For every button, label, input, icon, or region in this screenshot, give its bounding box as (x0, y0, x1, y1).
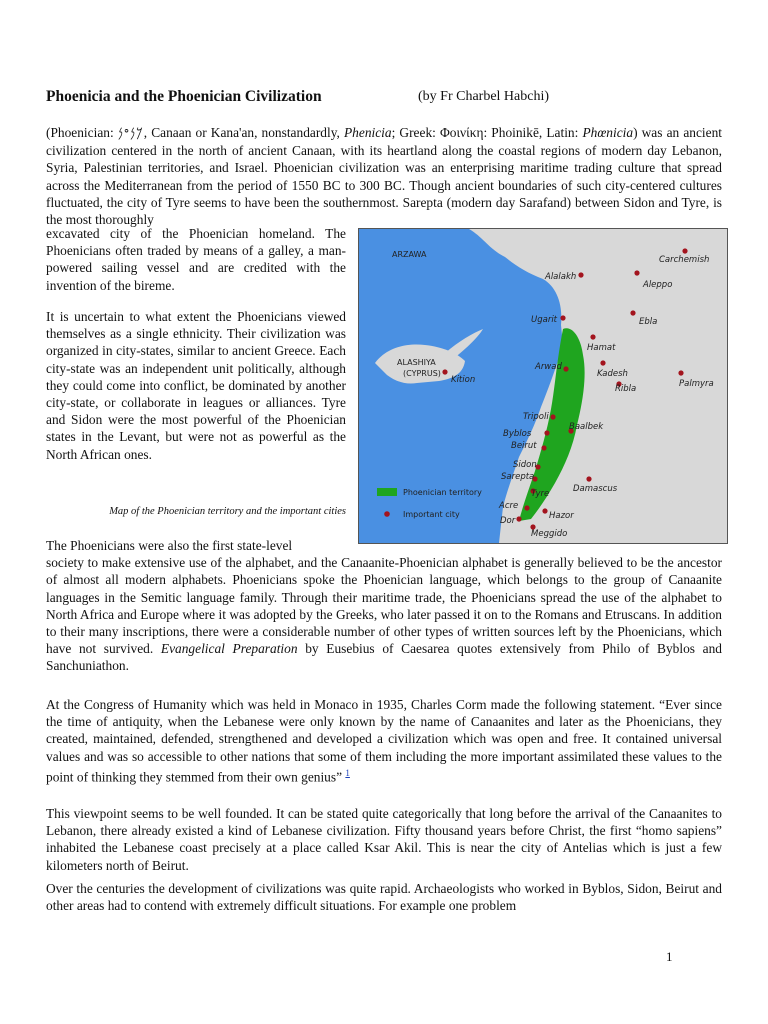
city-label: Palmyra (679, 379, 714, 389)
city-label: Hamat (587, 343, 616, 353)
legend-city-label: Important city (403, 510, 460, 519)
map-caption: Map of the Phoenician territory and the important cities (109, 506, 346, 517)
city-label: Arwad (535, 362, 562, 372)
paragraph-alphabet (46, 537, 722, 675)
city-label: Ugarit (531, 315, 558, 325)
alphabet-first-line: The Phoenicians were also the first state-level (46, 538, 293, 553)
paragraph-galley: excavated city of the Phoenician homeland. The Phoenicians often traded by means of a galley, a man-powered sailing vessel and are credited with the invention of the bireme. (46, 226, 346, 293)
paragraph-ethnicity: It is uncertain to what extent the Phoenicians viewed themselves as a single ethnicity. Their civilization was organized in city-states, similar to ancient Greece. Each city-state was an independent unit politically, although they could come into conflict, be dominated by another city-state, or collaborate in leagues or alliances. Tyre and Sidon were the most powerful of the Phoenician states in the Levant, but were not as powerful as the North African ones. (46, 309, 346, 462)
phoenicia-latin-italic: Phœnicia (582, 125, 634, 140)
evangelical-preparation-italic: Evangelical Preparation (160, 641, 298, 657)
paragraph-viewpoint: This viewpoint seems to be well founded. It can be stated quite categorically that long before the arrival of the Canaanites to Lebanon, there already existed a kind of Lebanese civilization. Fifty thousand years before Christ, the first “homo sapiens” inhabited the Lebanese coast precisely at a place called Ksar Akil. This is near the city of Antelias which is just a few kilometers north of Beirut. (46, 806, 722, 873)
region-label-arzawa: ARZAWA (392, 250, 427, 259)
city-label: Aleppo (643, 280, 673, 290)
city-label: Sidon (513, 460, 537, 470)
legend-territory-swatch (377, 488, 397, 496)
city-label: Beirut (511, 441, 537, 451)
title-row (46, 88, 726, 110)
phoenicia-map (358, 228, 728, 544)
alphabet-text-2: by Eusebius of Caesarea quotes extensively from Philo of Byblos and Sanchuniathon. (46, 641, 722, 674)
congress-text: At the Congress of Humanity which was held in Monaco in 1935, Charles Corm made the following statement. “Ever since the time of antiquity, when the Lebanese were only known by the name of Canaanites and later as the Phoenicians, they created, maintained, defended, strengthened and developed a civilization which was open and free. It contained universal values and was so accessible to other nations that some of them including the more important assimilated these values to the point of thinking they stemmed from their own genius” (46, 697, 722, 785)
city-label: Kadesh (597, 369, 628, 379)
legend-city-swatch (384, 511, 390, 517)
city-label: Damascus (573, 484, 618, 494)
legend-territory-label: Phoenician territory (403, 488, 482, 497)
city-label: Ebla (639, 317, 658, 327)
intro-text-2: , Canaan or Kana'an, nonstandardly, (143, 125, 344, 140)
city-baalbek (568, 422, 604, 434)
page-number: 1 (666, 949, 673, 964)
city-ribla (615, 381, 636, 394)
alphabet-text-1: society to make extensive use of the alphabet, and the Canaanite-Phoenician alphabet is generally believed to be the ancestor of almost all modern alphabets. Phoenicians spoke the Phoenician language, which belongs to the group of Canaanite languages in the Semitic language family. Through their maritime trade, the Phoenicians spread the use of the alphabet to North Africa and Europe where it was adopted by the Greeks, who later passed it on to the Romans and Etruscans. In addition to their many inscriptions, there were a considerable number of other types of written sources left by the Phoenicians, which have not survived. (46, 555, 722, 657)
intro-text-3: ; Greek: Φοινίκη: Phoinikē, Latin: (391, 125, 583, 140)
city-label: Dor (500, 516, 516, 526)
region-label-cyprus: (CYPRUS) (403, 369, 441, 378)
city-label: Ribla (615, 384, 637, 394)
city-label: Tyre (531, 489, 550, 499)
city-sidon (513, 460, 541, 470)
footnote-link[interactable]: 1 (345, 767, 350, 778)
phoenician-word: 𐤊𐤍𐤏𐤍 (117, 126, 144, 141)
paragraph-congress (46, 696, 722, 785)
city-tyre (530, 488, 549, 499)
intro-text-1: (Phoenician: (46, 125, 118, 140)
city-label: Carchemish (659, 255, 710, 265)
paragraph-development: Over the centuries the development of civilizations was quite rapid. Archaeologists who worked in Byblos, Sidon, Beirut and other areas had to contend with extremely difficult situations. For example one problem (46, 881, 722, 914)
city-label: Meggido (531, 529, 568, 539)
city-label: Kition (451, 375, 476, 385)
document-title: Phoenicia and the Phoenician Civilization (46, 88, 322, 105)
document-byline: (by Fr Charbel Habchi) (418, 89, 550, 104)
city-label: Baalbek (569, 422, 604, 432)
city-label: Sarepta (501, 472, 535, 482)
city-sarepta (501, 472, 538, 482)
city-label: Byblos (503, 429, 532, 439)
region-label-alashiya: ALASHIYA (397, 358, 436, 367)
city-label: Tripoli (523, 412, 549, 422)
map-svg (359, 229, 727, 543)
phenicia-italic: Phenicia (344, 125, 392, 140)
city-label: Hazor (549, 511, 574, 521)
intro-text-4: ) was an ancient civilization centered in the north of ancient Canaan, with its heartland along the coastal regions of modern day Lebanon, Syria, Palestinian territories, and Israel. Phoenician civilization was an enterprising maritime trading culture that spread across the Mediterranean from the period of 1550 BC to 300 BC. Though ancient boundaries of such city-centered cultures fluctuated, the city of Tyre seems to have been the southernmost. Sarepta (modern day Sarafand) between Sidon and Tyre, is the most thoroughly (46, 125, 722, 228)
city-label: Acre (499, 501, 519, 511)
paragraph-intro (46, 124, 722, 228)
city-label: Alalakh (545, 272, 577, 282)
